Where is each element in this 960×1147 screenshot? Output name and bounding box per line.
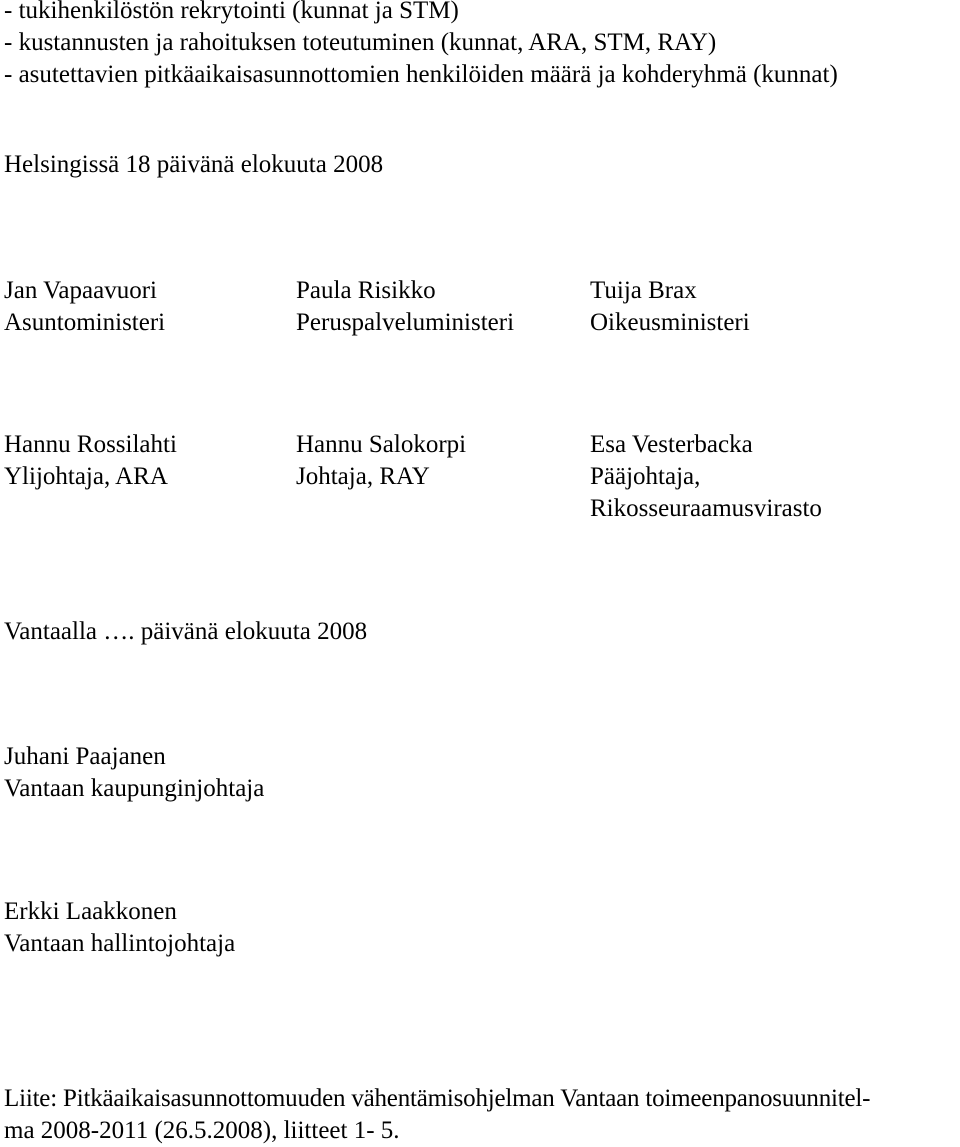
signatory-title: Oikeusministeri (590, 309, 750, 336)
signatory-name: Esa Vesterbacka (590, 431, 753, 458)
signatory-name: Jan Vapaavuori (4, 277, 157, 304)
list-item: - kustannusten ja rahoituksen toteutuminen (kunnat, ARA, STM, RAY) (4, 29, 717, 56)
signatory-title: Vantaan hallintojohtaja (4, 930, 236, 957)
signatory-title: Pääjohtaja, (590, 463, 701, 490)
list-item: - asutettavien pitkäaikaisasunnottomien henkilöiden määrä ja kohderyhmä (kunnat) (4, 61, 838, 88)
signatory-title: Peruspalveluministeri (296, 309, 515, 336)
signatory-title: Asuntoministeri (4, 309, 166, 336)
signatory-title: Johtaja, RAY (296, 463, 430, 490)
attachment-line: Liite: Pitkäaikaisasunnottomuuden vähentämisohjelman Vantaan toimeenpanosuunnitel- (4, 1085, 871, 1112)
signatory-name: Hannu Salokorpi (296, 431, 467, 458)
signatory-name: Erkki Laakkonen (4, 898, 177, 925)
list-item: - tukihenkilöstön rekrytointi (kunnat ja STM) (4, 0, 459, 24)
place-date-helsinki: Helsingissä 18 päivänä elokuuta 2008 (4, 151, 384, 178)
signatory-title: Vantaan kaupunginjohtaja (4, 775, 265, 802)
signatory-title-line2: Rikosseuraamusvirasto (590, 495, 822, 522)
signatory-name: Hannu Rossilahti (4, 431, 177, 458)
place-date-vantaa: Vantaalla …. päivänä elokuuta 2008 (4, 618, 368, 645)
signatory-name: Tuija Brax (590, 277, 697, 304)
signatory-name: Paula Risikko (296, 277, 436, 304)
signatory-title: Ylijohtaja, ARA (4, 463, 168, 490)
attachment-line: ma 2008-2011 (26.5.2008), liitteet 1- 5. (4, 1117, 400, 1144)
signatory-name: Juhani Paajanen (4, 743, 166, 770)
